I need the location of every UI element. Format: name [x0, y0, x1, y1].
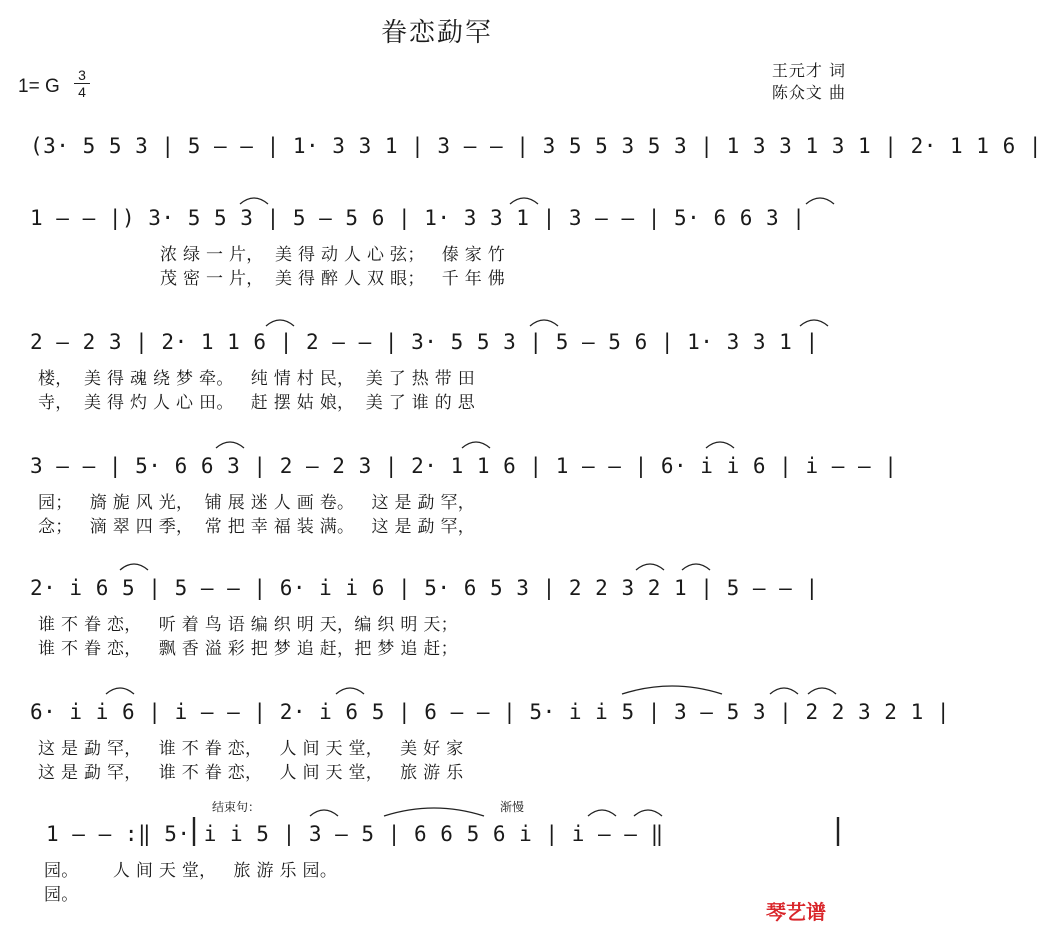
slur [106, 688, 134, 694]
slur [588, 810, 616, 816]
slur [336, 688, 364, 694]
slur [530, 320, 558, 326]
slur [510, 198, 538, 204]
slur [636, 564, 664, 570]
slur [682, 564, 710, 570]
lyric-line-3a: 楼， 美 得 魂 绕 梦 牵。 纯 情 村 民， 美 了 热 带 田 [38, 369, 476, 389]
ending-marker: 结束句： [212, 800, 261, 814]
lyric-line-4b: 念； 滴 翠 四 季， 常 把 幸 福 装 满。 这 是 勐 罕， [38, 517, 476, 537]
lyric-line-2a: 浓 绿 一 片， 美 得 动 人 心 弦； 傣 家 竹 [160, 245, 506, 265]
logo-text: 琴艺谱 [766, 900, 826, 924]
slur [800, 320, 828, 326]
composer-credit: 陈众文 曲 [771, 83, 846, 102]
lyric-line-3b: 寺， 美 得 灼 人 心 田。 赶 摆 姑 娘， 美 了 谁 的 思 [38, 393, 476, 413]
slur [216, 442, 244, 448]
slur [770, 688, 798, 694]
notation-line-5: 2· i 6 5 | 5 — — | 6· i i 6 | 5· 6 5 3 | 2 2 3 2 1 | 5 — — | [30, 576, 819, 600]
lyric-line-5b: 谁 不 眷 恋， 飘 香 溢 彩 把 梦 追 赶，把 梦 追 赶； [38, 639, 458, 659]
notation-line-3: 2 — 2 3 | 2· 1 1 6 | 2 — — | 3· 5 5 3 | 5 — 5 6 | 1· 3 3 1 | [30, 330, 819, 354]
slur [266, 320, 294, 326]
lyricist-credit: 王元才 词 [771, 61, 846, 80]
slur [462, 442, 490, 448]
lyric-line-7b: 园。 [44, 885, 79, 905]
slur [120, 564, 148, 570]
song-title: 眷恋勐罕 [380, 18, 493, 48]
slur [806, 198, 834, 204]
notation-line-6: 6· i i 6 | i — — | 2· i 6 5 | 6 — — | 5· i i 5 | 3 — 5 3 | 2 2 3 2 1 | [30, 700, 951, 724]
notation-line-7: 1 — — :‖ 5· i i 5 | 3 — 5 | 6 6 5 6 i | i — — ‖ [46, 822, 664, 846]
slur [240, 198, 268, 204]
slur [310, 810, 338, 816]
slur [384, 808, 484, 816]
tempo-marker: 渐慢 [500, 800, 525, 814]
slur [622, 686, 722, 694]
lyric-line-5a: 谁 不 眷 恋， 听 着 鸟 语 编 织 明 天，编 织 明 天； [38, 615, 458, 635]
key-signature: 1= G [18, 76, 60, 97]
lyric-line-4a: 园； 旖 旎 风 光， 铺 展 迷 人 画 卷。 这 是 勐 罕， [38, 493, 476, 513]
lyric-line-6b: 这 是 勐 罕， 谁 不 眷 恋， 人 间 天 堂， 旅 游 乐 [38, 763, 464, 783]
slur [634, 810, 662, 816]
time-signature-bottom: 4 [78, 84, 86, 100]
qinyipu-logo [766, 896, 826, 925]
time-signature-top: 3 [78, 67, 86, 83]
lyric-line-7a: 园。 人 间 天 堂， 旅 游 乐 园。 [44, 861, 338, 881]
notation-line-1: (3· 5 5 3 | 5 — — | 1· 3 3 1 | 3 — — | 3 5 5 3 5 3 | 1 3 3 1 3 1 | 2· 1 1 6 | [30, 134, 1042, 158]
notation-line-2: 1 — — |) 3· 5 5 3 | 5 — 5 6 | 1· 3 3 1 | 3 — — | 5· 6 6 3 | [30, 206, 806, 230]
lyric-line-2b: 茂 密 一 片， 美 得 醉 人 双 眼； 千 年 佛 [160, 269, 506, 289]
slur [808, 688, 836, 694]
notation-line-4: 3 — — | 5· 6 6 3 | 2 — 2 3 | 2· 1 1 6 | 1 — — | 6· i i 6 | i — — | [30, 454, 898, 478]
lyric-line-6a: 这 是 勐 罕， 谁 不 眷 恋， 人 间 天 堂， 美 好 家 [38, 739, 464, 759]
slur [706, 442, 734, 448]
